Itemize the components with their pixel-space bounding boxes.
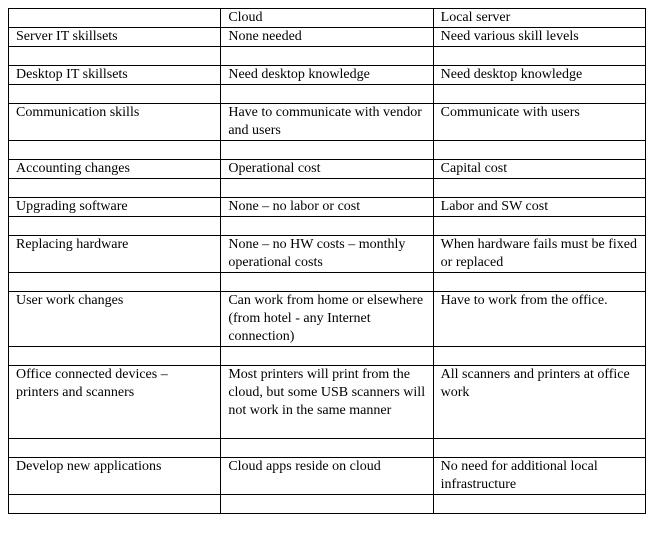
spacer-row xyxy=(9,217,646,236)
table-header-row xyxy=(9,9,646,28)
spacer-cell xyxy=(221,141,433,160)
table-row xyxy=(9,236,646,273)
spacer-cell xyxy=(9,273,221,292)
row-local-cell: Need various skill levels xyxy=(433,28,645,47)
spacer-cell xyxy=(221,179,433,198)
spacer-cell xyxy=(9,347,221,366)
spacer-cell xyxy=(9,179,221,198)
spacer-cell xyxy=(221,217,433,236)
row-local-cell: Capital cost xyxy=(433,160,645,179)
spacer-cell xyxy=(9,85,221,104)
row-local-cell: All scanners and printers at office work xyxy=(433,366,645,439)
row-feature-cell: Upgrading software xyxy=(9,198,221,217)
spacer-cell xyxy=(433,141,645,160)
row-feature-cell: Server IT skillsets xyxy=(9,28,221,47)
spacer-row xyxy=(9,347,646,366)
spacer-cell xyxy=(221,85,433,104)
spacer-cell xyxy=(433,495,645,514)
spacer-row xyxy=(9,141,646,160)
spacer-row xyxy=(9,273,646,292)
row-cloud-cell: Have to communicate with vendor and users xyxy=(221,104,433,141)
table-row xyxy=(9,292,646,347)
spacer-row xyxy=(9,85,646,104)
table-row xyxy=(9,458,646,495)
spacer-cell xyxy=(221,495,433,514)
row-feature-cell: Desktop IT skillsets xyxy=(9,66,221,85)
spacer-cell xyxy=(221,347,433,366)
spacer-cell xyxy=(433,347,645,366)
spacer-row xyxy=(9,47,646,66)
spacer-cell xyxy=(9,141,221,160)
row-feature-cell: Office connected devices – printers and scanners xyxy=(9,366,221,439)
spacer-cell xyxy=(433,217,645,236)
row-local-cell: When hardware fails must be fixed or replaced xyxy=(433,236,645,273)
row-cloud-cell: Can work from home or elsewhere (from hotel - any Internet connection) xyxy=(221,292,433,347)
spacer-cell xyxy=(9,495,221,514)
spacer-cell xyxy=(433,85,645,104)
table-row xyxy=(9,160,646,179)
row-feature-cell: Communication skills xyxy=(9,104,221,141)
spacer-cell xyxy=(9,47,221,66)
row-local-cell: Labor and SW cost xyxy=(433,198,645,217)
spacer-cell xyxy=(221,439,433,458)
row-cloud-cell: None – no labor or cost xyxy=(221,198,433,217)
spacer-row xyxy=(9,439,646,458)
row-cloud-cell: Most printers will print from the cloud, but some USB scanners will not work in the same manner xyxy=(221,366,433,439)
spacer-cell xyxy=(433,179,645,198)
row-cloud-cell: Operational cost xyxy=(221,160,433,179)
table-row xyxy=(9,198,646,217)
row-feature-cell: Develop new applications xyxy=(9,458,221,495)
spacer-cell xyxy=(221,47,433,66)
spacer-cell xyxy=(221,273,433,292)
comparison-table xyxy=(8,8,646,514)
spacer-cell xyxy=(433,273,645,292)
row-local-cell: Have to work from the office. xyxy=(433,292,645,347)
row-cloud-cell: Cloud apps reside on cloud xyxy=(221,458,433,495)
spacer-cell xyxy=(433,439,645,458)
header-cell-cloud: Cloud xyxy=(221,9,433,28)
table-row xyxy=(9,366,646,439)
row-cloud-cell: Need desktop knowledge xyxy=(221,66,433,85)
row-local-cell: Communicate with users xyxy=(433,104,645,141)
table-row xyxy=(9,66,646,85)
spacer-cell xyxy=(433,47,645,66)
header-cell-local: Local server xyxy=(433,9,645,28)
header-cell-feature xyxy=(9,9,221,28)
row-cloud-cell: None – no HW costs – monthly operational costs xyxy=(221,236,433,273)
spacer-row xyxy=(9,495,646,514)
table-row xyxy=(9,28,646,47)
spacer-cell xyxy=(9,217,221,236)
spacer-cell xyxy=(9,439,221,458)
row-feature-cell: Replacing hardware xyxy=(9,236,221,273)
table-row xyxy=(9,104,646,141)
spacer-row xyxy=(9,179,646,198)
row-feature-cell: Accounting changes xyxy=(9,160,221,179)
row-cloud-cell: None needed xyxy=(221,28,433,47)
row-feature-cell: User work changes xyxy=(9,292,221,347)
row-local-cell: No need for additional local infrastructure xyxy=(433,458,645,495)
row-local-cell: Need desktop knowledge xyxy=(433,66,645,85)
